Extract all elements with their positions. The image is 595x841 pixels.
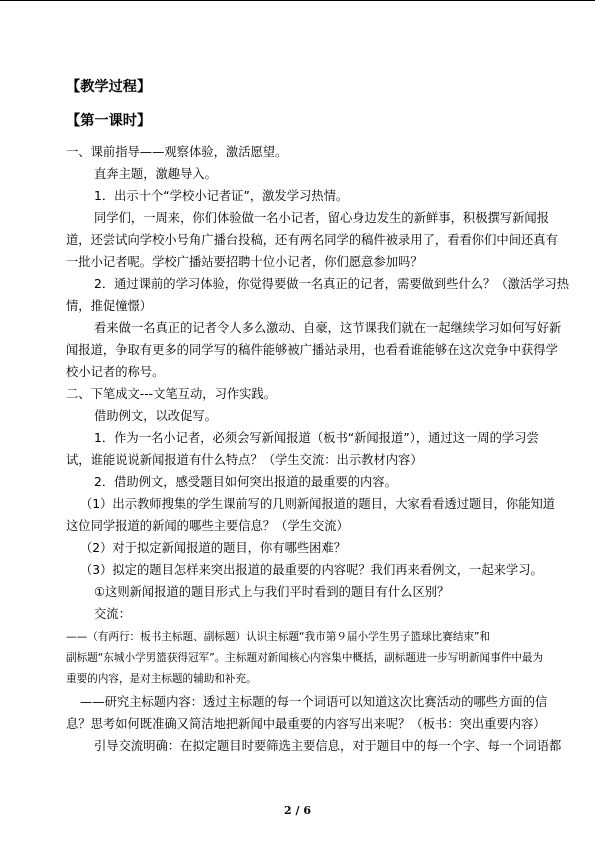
paragraph-line: 一、课前指导——观察体验，激活愿望。 bbox=[66, 145, 288, 159]
paragraph-line: 试，谁能说说新闻报道有什么特点？（学生交流：出示教材内容） bbox=[66, 453, 423, 467]
paragraph-line: 交流： bbox=[94, 607, 131, 621]
paragraph-line: 1．作为一名小记者，必须会写新闻报道（板书“新闻报道”），通过这一周的学习尝 bbox=[94, 431, 539, 445]
paragraph-line: ——（有两行：板书主标题、副标题）认识主标题“我市第９届小学生男子篮球比赛结束”和 bbox=[66, 631, 491, 643]
section-heading-teaching-process: 【教学过程】 bbox=[66, 79, 152, 95]
paragraph-line: 这位同学报道的新闻的哪些主要信息？（学生交流） bbox=[66, 519, 349, 533]
paragraph-line: 直奔主题，激趣导入。 bbox=[94, 167, 217, 181]
paragraph-line: 借助例文，以改促写。 bbox=[94, 409, 217, 423]
paragraph-line: ①这则新闻报道的题目形式上与我们平时看到的题目有什么区别？ bbox=[94, 585, 450, 599]
paragraph-line: 二、下笔成文---文笔互动，习作实践。 bbox=[66, 387, 277, 401]
paragraph-line: （1）出示教师搜集的学生课前写的几则新闻报道的题目，大家看看透过题目，你能知道 bbox=[80, 497, 556, 511]
paragraph-line: 校小记者的称号。 bbox=[66, 365, 165, 379]
paragraph-line: 同学们，一周来，你们体验做一名小记者，留心身边发生的新鲜事，积极撰写新闻报 bbox=[94, 211, 549, 225]
paragraph-line: 看来做一名真正的记者令人多么激动、自豪，这节课我们就在一起继续学习如何写好新 bbox=[94, 321, 562, 335]
paragraph-line: 闻报道，争取有更多的同学写的稿件能够被广播站录用，也看看谁能够在这次竞争中获得学 bbox=[66, 343, 558, 357]
paragraph-line: 1．出示十个“学校小记者证”，激发学习热情。 bbox=[94, 189, 349, 203]
page-number: 2 / 6 bbox=[284, 804, 311, 817]
paragraph-line: 副标题“东城小学男篮获得冠军”。主标题对新闻核心内容集中概括，副标题进一步写明新闻事件中最为 bbox=[66, 652, 544, 664]
paragraph-line: 2．借助例文，感受题目如何突出报道的最重要的内容。 bbox=[94, 475, 397, 489]
paragraph-line: 引导交流明确：在拟定题目时要筛选主要信息，对于题目中的每一个字、每一个词语都 bbox=[94, 739, 562, 753]
paragraph-line: 重要的内容，是对主标题的辅助和补充。 bbox=[66, 673, 257, 685]
paragraph-line: （2）对于拟定新闻报道的题目，你有哪些困难？ bbox=[80, 541, 347, 555]
paragraph-line: 息？思考如何既准确又简洁地把新闻中最重要的内容写出来呢？（板书：突出重要内容） bbox=[66, 717, 546, 731]
paragraph-line: 情，推促憧憬） bbox=[66, 299, 153, 313]
paragraph-line: 一批小记者呢。学校广播站要招聘十位小记者，你们愿意参加吗？ bbox=[66, 255, 423, 269]
paragraph-line: 2．通过课前的学习体验，你觉得要做一名真正的记者，需要做到些什么？（激活学习热 bbox=[94, 277, 570, 291]
paragraph-line: 道，还尝试向学校小号角广播台投稿，还有两名同学的稿件被录用了，看看你们中间还真有 bbox=[66, 233, 558, 247]
paragraph-line: ——研究主标题内容：透过主标题的每一个词语可以知道这次比赛活动的哪些方面的信 bbox=[80, 695, 548, 709]
section-heading-first-lesson: 【第一课时】 bbox=[66, 113, 152, 129]
paragraph-line: （3）拟定的题目怎样来突出报道的最重要的内容呢？我们再来看例文，一起来学习。 bbox=[80, 563, 543, 577]
